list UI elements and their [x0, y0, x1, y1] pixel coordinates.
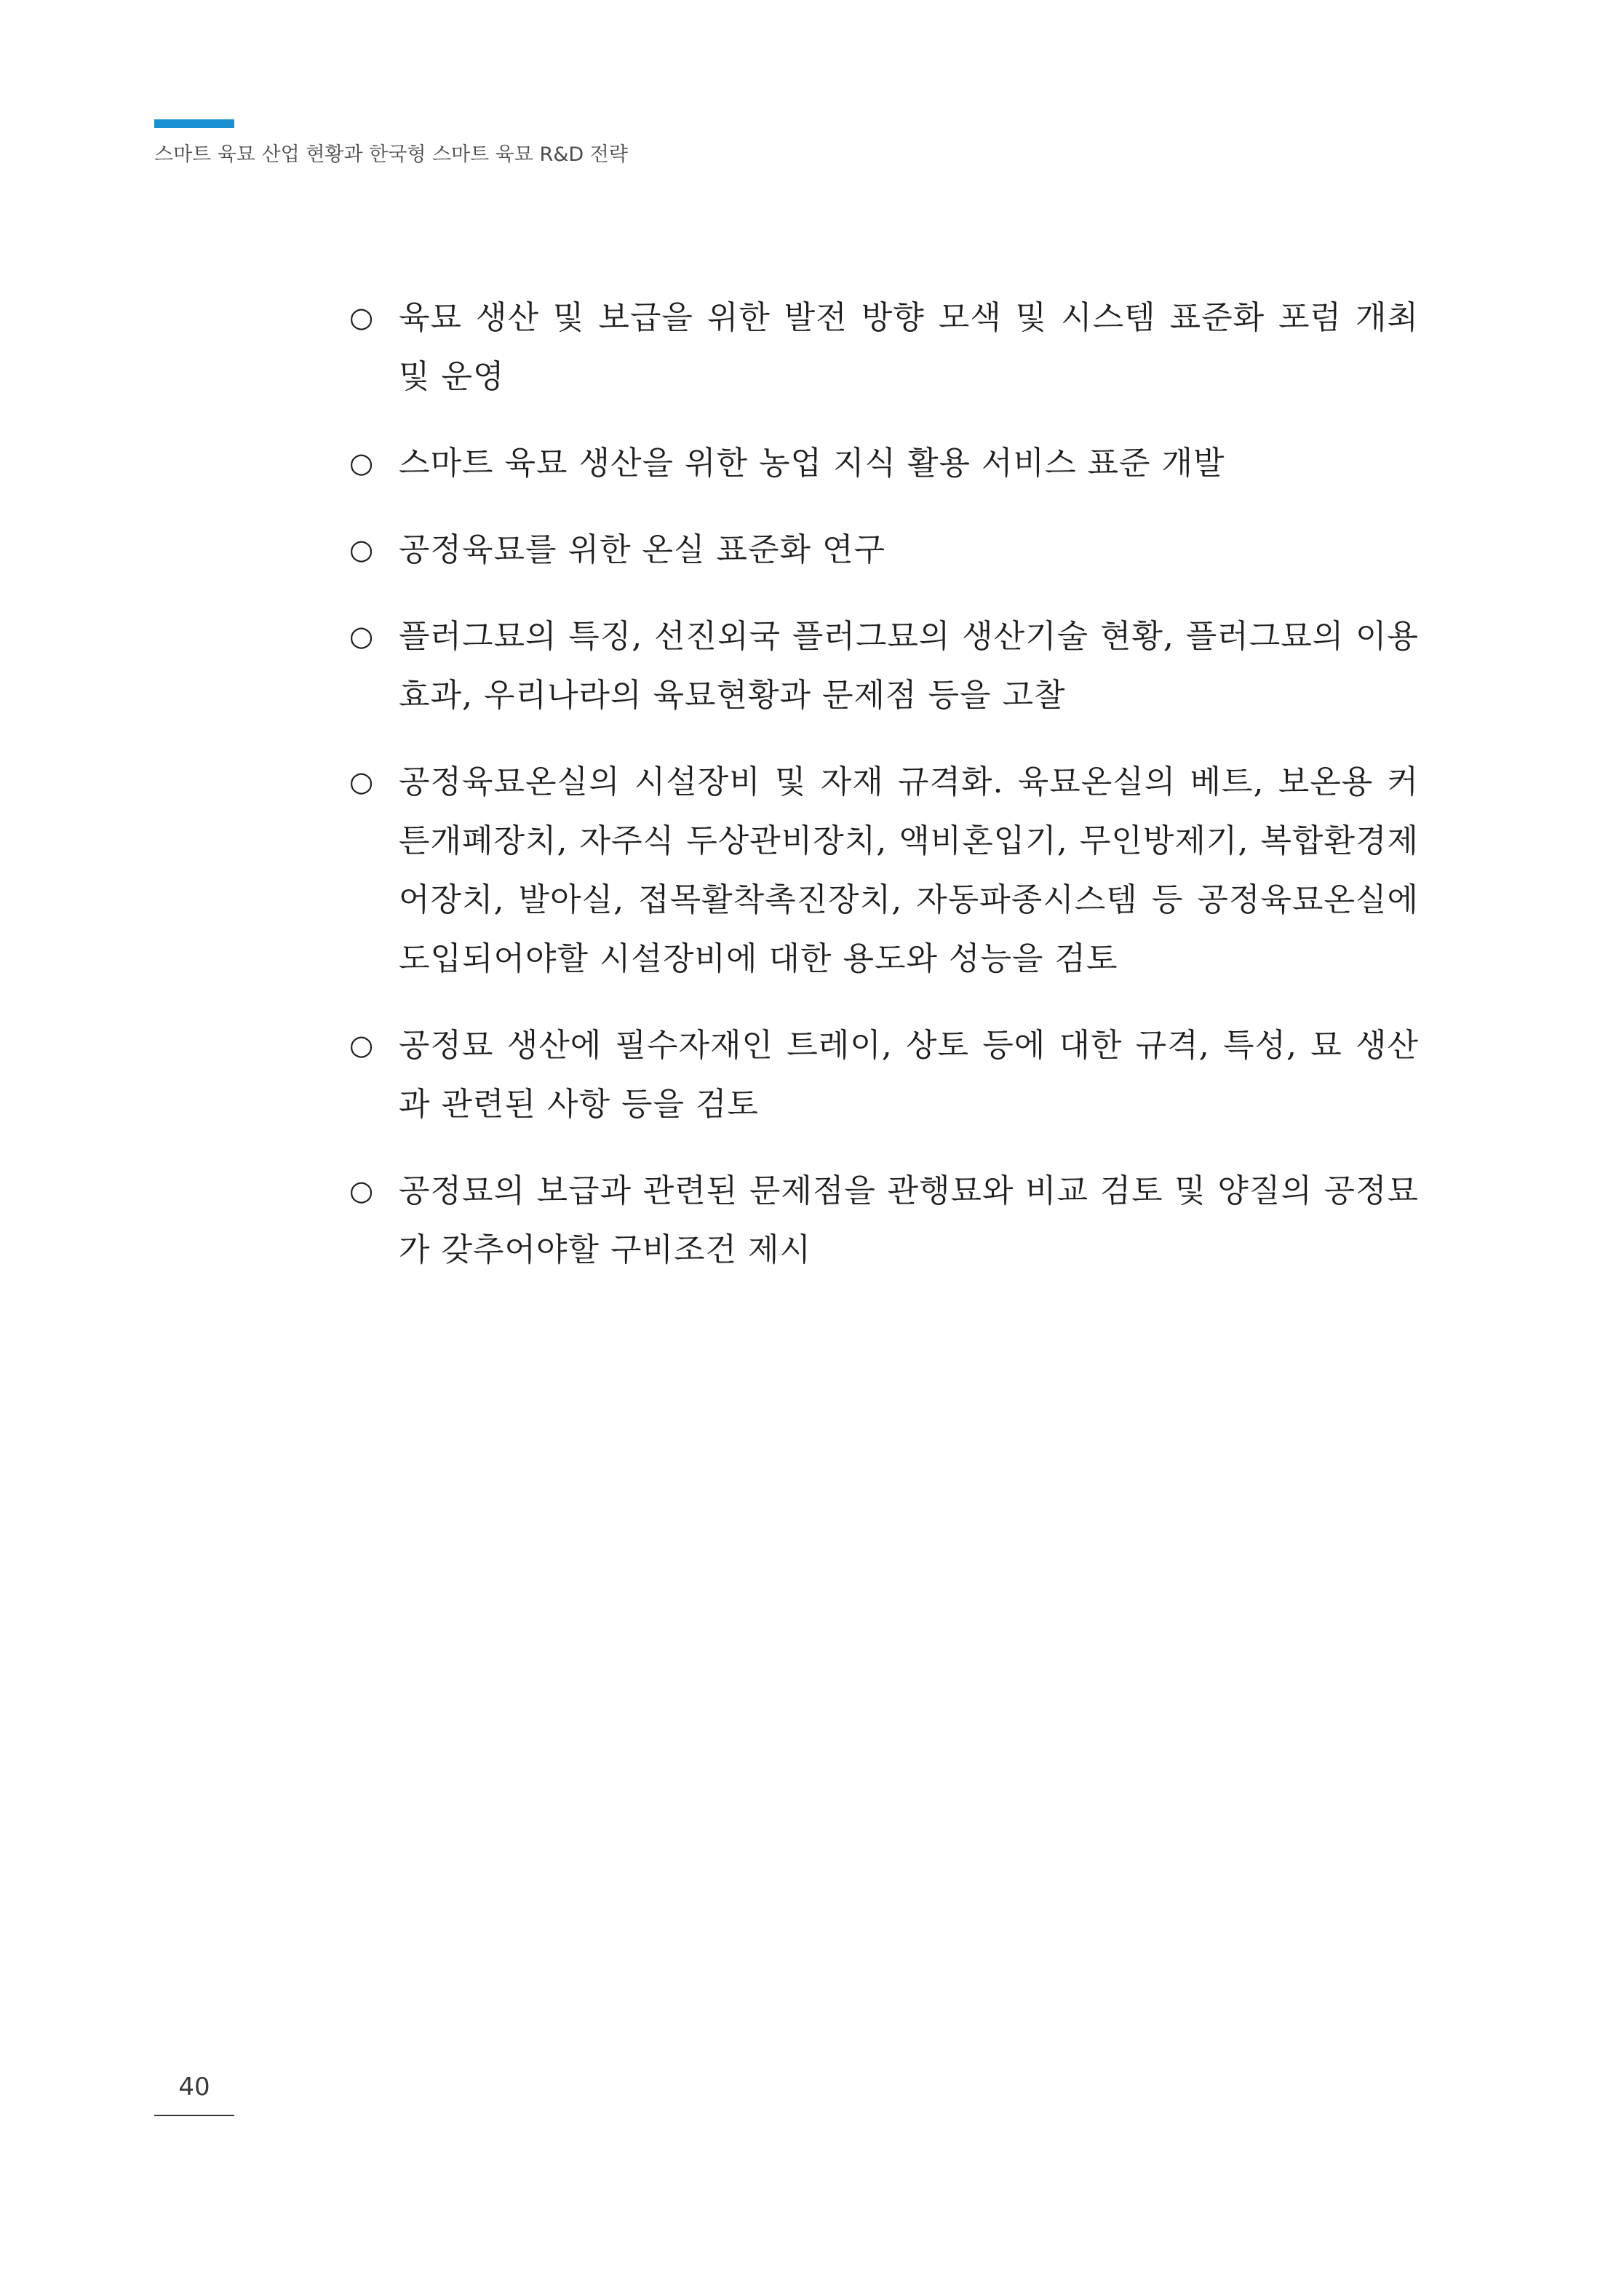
bullet-item	[349, 752, 1419, 988]
circle-bullet-icon: ○	[349, 766, 375, 798]
bullet-item-text: 스마트 육묘 생산을 위한 농업 지식 활용 서비스 표준 개발	[399, 445, 1225, 482]
footer-rule	[154, 2115, 234, 2116]
circle-bullet-icon: ○	[349, 1175, 375, 1207]
circle-bullet-icon: ○	[349, 1029, 375, 1061]
circle-bullet-icon: ○	[349, 301, 375, 333]
bullet-item-text: 육묘 생산 및 보급을 위한 발전 방향 모색 및 시스템 표준화 포럼 개최 및 운영	[399, 299, 1419, 395]
bullet-item	[349, 434, 1419, 493]
circle-bullet-icon: ○	[349, 447, 375, 479]
bullet-item	[349, 1016, 1419, 1134]
bullet-item-text: 공정묘의 보급과 관련된 문제점을 관행묘와 비교 검토 및 양질의 공정묘가 갖추어야할 구비조건 제시	[399, 1172, 1419, 1268]
bullet-list	[349, 288, 1419, 1307]
bullet-item-text: 플러그묘의 특징, 선진외국 플러그묘의 생산기술 현황, 플러그묘의 이용효과, 우리나라의 육묘현황과 문제점 등을 고찰	[399, 618, 1419, 714]
circle-bullet-icon: ○	[349, 533, 375, 565]
bullet-item-text: 공정묘 생산에 필수자재인 트레이, 상토 등에 대한 규격, 특성, 묘 생산과 관련된 사항 등을 검토	[399, 1027, 1419, 1123]
bullet-item-text: 공정육묘를 위한 온실 표준화 연구	[399, 531, 885, 568]
bullet-item	[349, 520, 1419, 579]
bullet-item	[349, 607, 1419, 725]
header-accent-bar	[154, 119, 234, 128]
circle-bullet-icon: ○	[349, 620, 375, 652]
bullet-item	[349, 288, 1419, 406]
running-title: 스마트 육묘 산업 현황과 한국형 스마트 육묘 R&D 전략	[154, 143, 628, 166]
bullet-item	[349, 1161, 1419, 1279]
bullet-item-text: 공정육묘온실의 시설장비 및 자재 규격화. 육묘온실의 베트, 보온용 커튼개폐장치, 자주식 두상관비장치, 액비혼입기, 무인방제기, 복합환경제어장치, 발아실, 접목활착촉진장치, 자동파종시스템 등 공정육묘온실에 도입되어야할 시설장비에 대한 용도와 성능을 검토	[399, 763, 1419, 977]
page-number: 40	[178, 2073, 210, 2102]
